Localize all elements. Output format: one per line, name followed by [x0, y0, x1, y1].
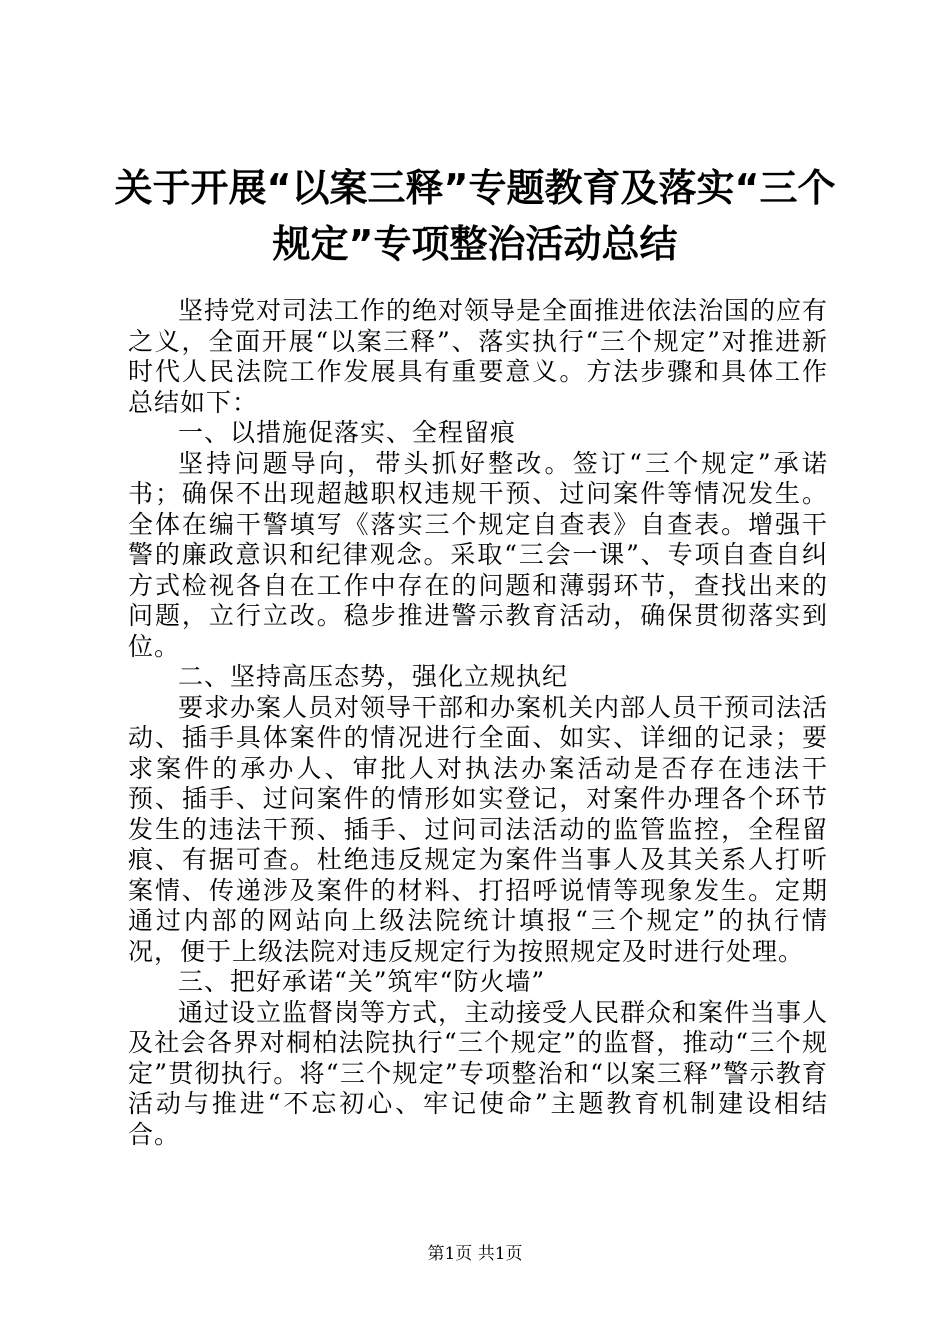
page-footer: 第1页 共1页: [427, 1244, 523, 1264]
intro-paragraph: 坚持党对司法工作的绝对领导是全面推进依法治国的应有之义，全面开展“以案三释”、落实执行“三个规定”对推进新时代人民法院工作发展具有重要意义。方法步骤和具体工作总结如下：: [128, 296, 829, 417]
section-3-heading: 三、把好承诺“关”筑牢“防火墙”: [178, 967, 546, 996]
section-1-paragraph: 坚持问题导向，带头抓好整改。签订“三个规定”承诺书；确保不出现超越职权违规干预、过问案件等情况发生。全体在编干警填写《落实三个规定自查表》自查表。增强干警的廉政意识和纪律观念。采取“三会一课”、专项自查自纠方式检视各自在工作中存在的问题和薄弱环节，查找出来的问题，立行立改。稳步推进警示教育活动，确保贯彻落实到位。: [128, 448, 828, 661]
title-line-2: 规定”专项整治活动总结: [272, 222, 678, 266]
section-3-paragraph: 通过设立监督岗等方式，主动接受人民群众和案件当事人及社会各界对桐柏法院执行“三个规定”的监督，推动“三个规定”贯彻执行。将“三个规定”专项整治和“以案三释”警示教育活动与推进“不忘初心、牢记使命”主题教育机制建设相结合。: [128, 997, 829, 1149]
title-line-1: 关于开展“以案三释”专题教育及落实“三个: [114, 166, 836, 210]
document-body: [128, 296, 828, 1150]
section-2-paragraph: 要求办案人员对领导干部和办案机关内部人员干预司法活动、插手具体案件的情况进行全面、如实、详细的记录；要求案件的承办人、审批人对执法办案活动是否存在违法干预、插手、过问案件的情形如实登记，对案件办理各个环节发生的违法干预、插手、过问司法活动的监管监控，全程留痕、有据可查。杜绝违反规定为案件当事人及其关系人打听案情、传递涉及案件的材料、打招呼说情等现象发生。定期通过内部的网站向上级法院统计填报“三个规定”的执行情况，便于上级法院对违反规定行为按照规定及时进行处理。: [128, 692, 829, 966]
section-1-heading: 一、以措施促落实、全程留痕: [178, 418, 517, 447]
document-title: [110, 160, 840, 272]
section-2-heading: 二、坚持高压态势，强化立规执纪: [178, 662, 569, 691]
